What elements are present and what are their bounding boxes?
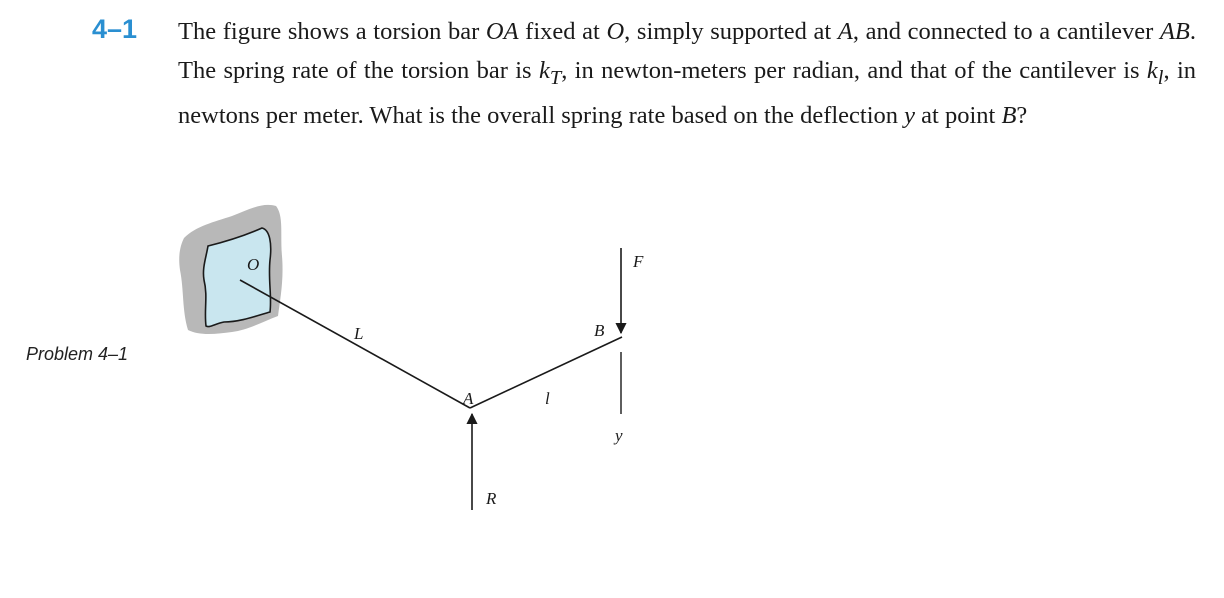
label-A: A xyxy=(463,389,474,408)
text-segment-italic: y xyxy=(904,101,916,129)
text-segment: . The spring rate of the torsion bar is xyxy=(178,18,1196,84)
text-segment: , in newton-meters per radian, and that of the cantilever is xyxy=(561,56,1147,84)
text-segment: at point xyxy=(915,101,1002,129)
text-segment: , and connected to a cantilever xyxy=(852,18,1160,45)
text-segment: fixed at xyxy=(518,18,607,45)
torsion-bar-OA xyxy=(240,280,470,408)
label-R: R xyxy=(486,489,497,508)
label-F: F xyxy=(633,252,644,271)
subscript-T: T xyxy=(549,66,562,89)
symbol-k: k xyxy=(1146,56,1158,84)
problem-number: 4–1 xyxy=(92,14,138,44)
figure-caption: Problem 4–1 xyxy=(26,344,129,364)
text-segment: The figure shows a torsion bar xyxy=(178,18,486,45)
text-segment-italic: A xyxy=(837,18,853,45)
text-segment-italic: OA xyxy=(485,18,519,45)
text-segment: , simply supported at xyxy=(624,18,838,45)
label-L: L xyxy=(354,324,364,343)
text-segment: , in newtons per meter. What is the overall spring rate based on the deflection xyxy=(178,56,1196,129)
text-segment-italic: O xyxy=(606,18,625,45)
subscript-l: l xyxy=(1157,66,1164,89)
label-B: B xyxy=(594,321,605,340)
label-l: l xyxy=(545,389,550,408)
text-segment-italic: B xyxy=(1001,101,1017,129)
text-segment-italic: AB xyxy=(1159,18,1190,45)
symbol-k: k xyxy=(538,56,550,84)
text-segment: ? xyxy=(1016,101,1028,129)
label-y: y xyxy=(615,426,623,445)
label-O: O xyxy=(247,255,260,274)
